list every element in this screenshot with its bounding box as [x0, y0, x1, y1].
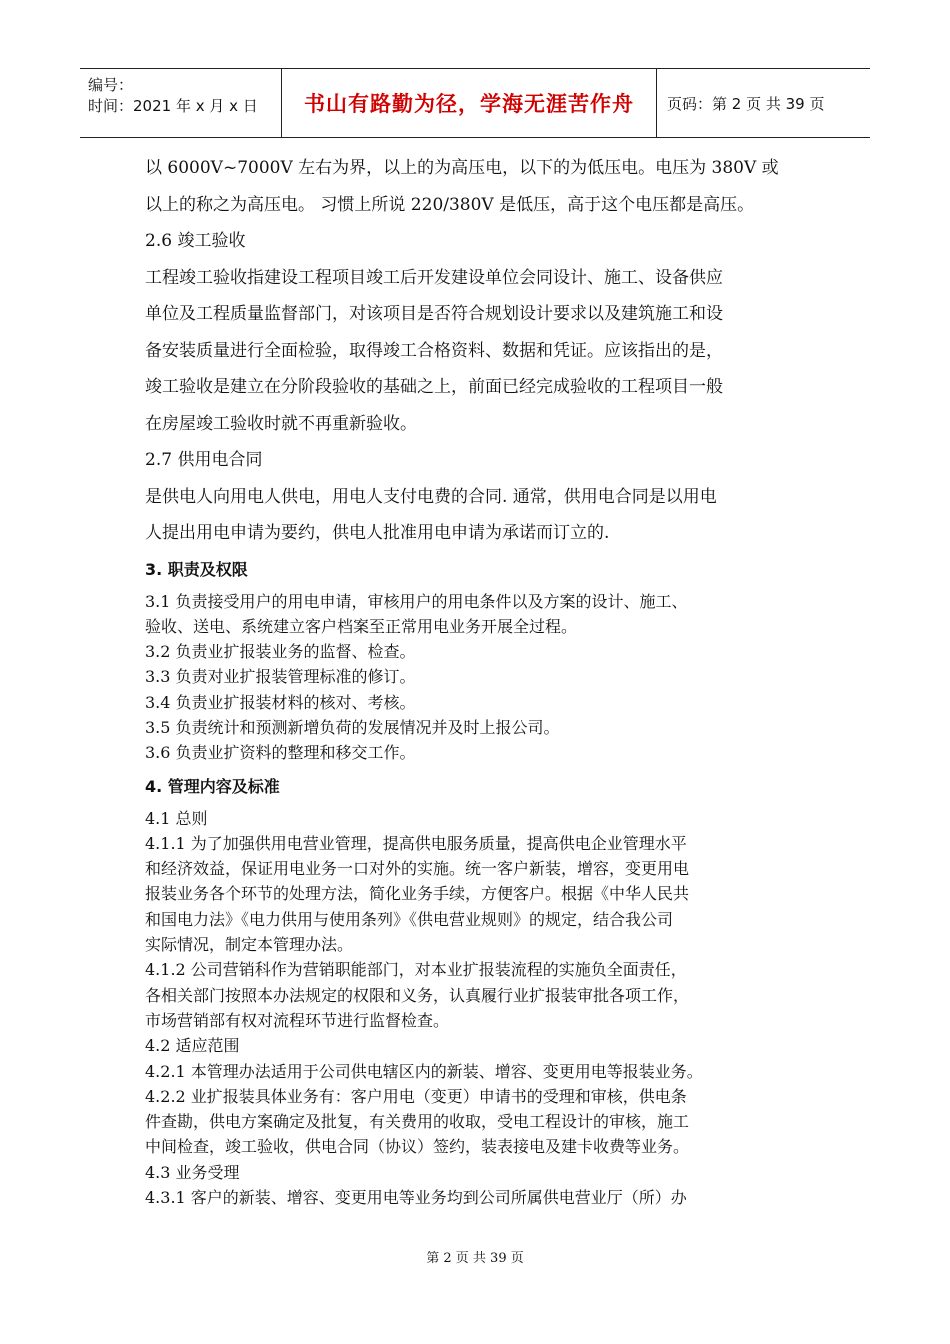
text-line: 验收、送电、系统建立客户档案至正常用电业务开展全过程。: [145, 616, 578, 636]
document-body: [145, 150, 825, 1210]
text-line: 3.3 负责对业扩报装管理标准的修订。: [145, 667, 416, 687]
text-line: 以上的称之为高压电。 习惯上所说 220/380V 是低压，高于这个电压都是高压。: [145, 194, 755, 215]
text-line: 4.1.1 为了加强供用电营业管理，提高供电服务质量，提高供电企业管理水平: [145, 833, 687, 853]
text-line: 3.2 负责业扩报装业务的监督、检查。: [145, 642, 416, 662]
responsibilities-section: [145, 589, 825, 766]
text-line: 件查勘，供电方案确定及批复，有关费用的收取，受电工程设计的审核，施工: [145, 1112, 690, 1132]
text-line: 和经济效益，保证用电业务一口对外的实施。统一客户新装，增容，变更用电: [145, 859, 690, 879]
text-line: 4.2 适应范围: [145, 1036, 240, 1056]
text-line: 3.5 负责统计和预测新增负荷的发展情况并及时上报公司。: [145, 717, 560, 737]
section-heading-3: 3. 职责及权限: [145, 559, 248, 579]
text-line: 3.1 负责接受用户的用电申请，审核用户的用电条件以及方案的设计、施工、: [145, 591, 688, 611]
text-line: 报装业务各个环节的处理方法，简化业务手续，方便客户。根据《中华人民共: [145, 884, 690, 904]
time-label: 时间：2021 年 x 月 x 日: [88, 97, 258, 115]
text-line: 实际情况，制定本管理办法。: [145, 935, 354, 955]
text-line: 4.3 业务受理: [145, 1162, 240, 1182]
text-line: 以 6000V~7000V 左右为界，以上的为高压电，以下的为低压电。电压为 380V 或: [145, 158, 779, 178]
text-line: 3.4 负责业扩报装材料的核对、考核。: [145, 692, 416, 712]
number-label: 编号：: [88, 76, 134, 94]
text-line: 4.1 总则: [145, 808, 208, 828]
text-line: 工程竣工验收指建设工程项目竣工后开发建设单位会同设计、施工、设备供应: [145, 267, 723, 288]
text-line: 中间检查，竣工验收，供电合同（协议）签约，装表接电及建卡收费等业务。: [145, 1137, 690, 1157]
text-line: 各相关部门按照本办法规定的权限和义务，认真履行业扩报装审批各项工作，: [145, 985, 690, 1005]
text-line: 2.7 供用电合同: [145, 450, 263, 470]
text-line: 在房屋竣工验收时就不再重新验收。: [145, 413, 417, 434]
text-line: 是供电人向用电人供电，用电人支付电费的合同. 通常，供用电合同是以用电: [145, 486, 717, 507]
text-line: 2.6 竣工验收: [145, 231, 246, 251]
page-footer: 第 2 页 共 39 页: [426, 1251, 524, 1266]
text-line: 4.2.1 本管理办法适用于公司供电辖区内的新装、增容、变更用电等报装业务。: [145, 1061, 703, 1081]
management-section: [145, 806, 825, 1211]
section-heading-4: 4. 管理内容及标准: [145, 776, 280, 796]
text-line: 和国电力法》《电力供用与使用条列》《供电营业规则》的规定，结合我公司: [145, 909, 674, 929]
text-line: 市场营销部有权对流程环节进行监督检查。: [145, 1010, 450, 1030]
header-meta: [80, 69, 282, 137]
text-line: 单位及工程质量监督部门，对该项目是否符合规划设计要求以及建筑施工和设: [145, 304, 723, 324]
definitions-section: [145, 150, 825, 552]
header-motto: 书山有路勤为径，学海无涯苦作舟: [282, 69, 657, 137]
text-line: 人提出用电申请为要约，供电人批准用电申请为承诺而订立的.: [145, 523, 610, 543]
page-header: [80, 68, 870, 138]
text-line: 4.3.1 客户的新装、增容、变更用电等业务均到公司所属供电营业厅（所）办: [145, 1188, 687, 1208]
text-line: 竣工验收是建立在分阶段验收的基础之上，前面已经完成验收的工程项目一般: [145, 377, 723, 397]
text-line: 4.1.2 公司营销科作为营销职能部门，对本业扩报装流程的实施负全面责任，: [145, 960, 687, 980]
text-line: 3.6 负责业扩资料的整理和移交工作。: [145, 743, 416, 763]
header-page-info: 页码：第 2 页 共 39 页: [667, 94, 825, 113]
text-line: 备安装质量进行全面检验，取得竣工合格资料、数据和凭证。应该指出的是，: [145, 340, 723, 361]
text-line: 4.2.2 业扩报装具体业务有：客户用电（变更）申请书的受理和审核，供电条: [145, 1086, 687, 1106]
